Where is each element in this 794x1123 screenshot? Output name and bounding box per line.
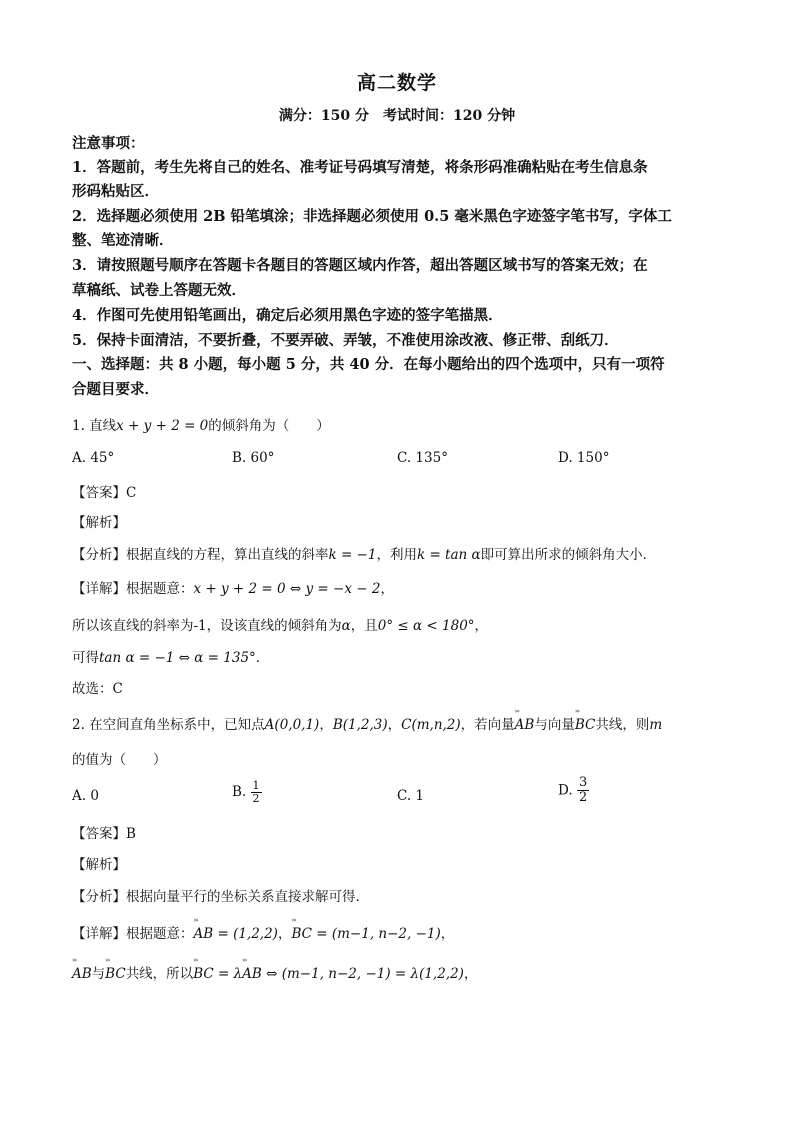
q2-analysis-label: 【解析】 (72, 857, 126, 873)
q2-option-b: B. $\frac{1}{2}$ (232, 779, 260, 806)
q2-collinear: ››› AB与››› BC共线，所以››› BC = λ››› AB ⇔ (m−1, n−2, −1) = λ(1,2,2)， (72, 962, 722, 982)
section-heading-2: 合题目要求． (72, 381, 159, 398)
q2-option-c: C. 1 (397, 788, 425, 804)
notice-item-2b: 整、笔迹清晰． (72, 232, 174, 249)
exam-info: 满分：150 分 考试时间：120 分钟 (278, 108, 516, 124)
notice-item-5: 5．保持卡面清洁，不要折叠，不要弄破、弄皱，不准使用涂改液、修正带、刮纸刀． (72, 332, 619, 349)
q1-analysis: 【分析】根据直线的方程，算出直线的斜率k = −1，利用k = tan α即可算出所求的倾斜角大小． (72, 547, 657, 563)
notice-item-3b: 草稿纸、试卷上答题无效． (72, 282, 246, 299)
question-2-stem-cont: 的值为（ ） (72, 752, 167, 768)
notice-item-1a: 1．答题前，考生先将自己的姓名、准考证号码填写清楚，将条形码准确粘贴在考生信息条 (72, 159, 648, 176)
q1-option-c: C. 135° (397, 450, 448, 466)
q2-analysis: 【分析】根据向量平行的坐标关系直接求解可得. (72, 889, 360, 905)
line-equation: x + y + 2 = 0 (116, 418, 209, 434)
q1-detail: 【详解】根据题意：x + y + 2 = 0 ⇔ y = −x − 2， (72, 581, 394, 597)
q2-option-d: D. $\frac{3}{2}$ (558, 775, 588, 806)
vector-ab: ››› AB (515, 717, 535, 733)
q2-option-a: A. 0 (72, 788, 99, 804)
q1-option-d: D. 150° (558, 450, 610, 466)
vector-bc: ››› BC (575, 717, 596, 733)
notice-item-1b: 形码粘贴区． (72, 183, 159, 200)
section-heading-1: 一、选择题：共 8 小题，每小题 5 分，共 40 分．在每小题给出的四个选项中，只有一项符 (72, 356, 665, 373)
notice-item-3a: 3．请按照题号顺序在答题卡各题目的答题区域内作答，超出答题区域书写的答案无效；在 (72, 257, 648, 274)
notice-heading: 注意事项： (72, 135, 145, 152)
q1-option-a: A. 45° (72, 450, 115, 466)
fraction: $\frac{3}{2}$ (578, 775, 588, 806)
fraction: $\frac{1}{2}$ (252, 779, 260, 806)
q1-choice: 故选：C (72, 681, 123, 697)
q1-slope-text: 所以该直线的斜率为-1，设该直线的倾斜角为α，且0° ≤ α < 180°， (72, 618, 489, 634)
question-1-stem: 1. 直线x + y + 2 = 0的倾斜角为（ ） (72, 418, 330, 434)
q2-answer: 【答案】B (72, 826, 136, 842)
q1-analysis-label: 【解析】 (72, 515, 126, 531)
q1-option-b: B. 60° (232, 450, 275, 466)
question-2-stem: 2. 在空间直角坐标系中，已知点A(0,0,1)，B(1,2,3)，C(m,n,2)，若向量››› AB与向量››› BC共线，则m (72, 713, 722, 733)
q2-detail: 【详解】根据题意：››› AB = (1,2,2)，››› BC = (m−1, n−2, −1)， (72, 922, 722, 942)
q1-result: 可得tan α = −1 ⇔ α = 135°． (72, 650, 270, 666)
q1-answer: 【答案】C (72, 485, 137, 501)
page-title: 高二数学 (356, 72, 437, 94)
notice-item-2a: 2．选择题必须使用 2B 铅笔填涂；非选择题必须使用 0.5 毫米黑色字迹签字笔书写，字体工 (72, 208, 672, 225)
notice-item-4: 4．作图可先使用铅笔画出，确定后必须用黑色字迹的签字笔描黑． (72, 307, 503, 324)
